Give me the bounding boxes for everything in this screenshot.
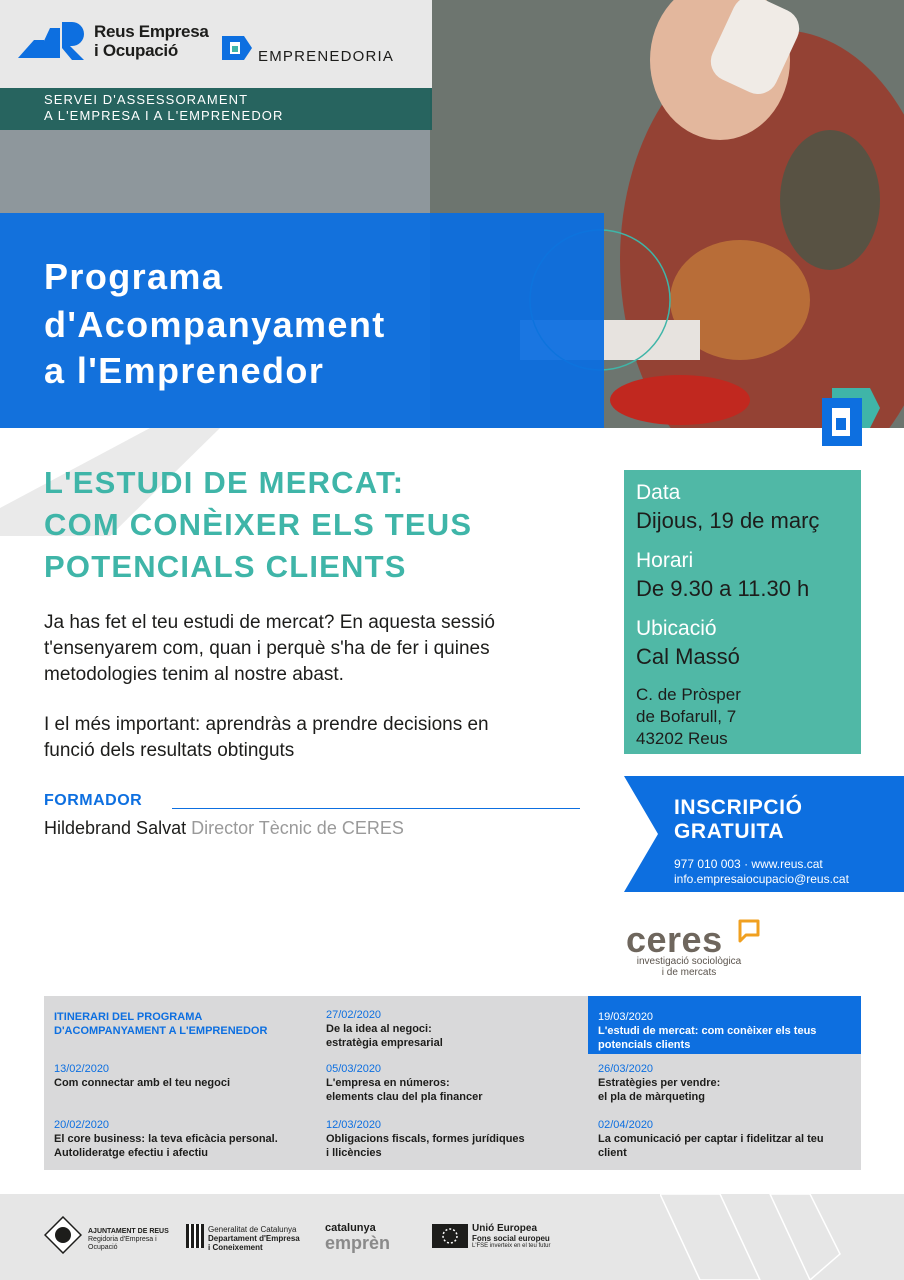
ceres-tagline <box>634 956 744 978</box>
reus-empresa-logo-icon <box>18 18 86 64</box>
itinerary-session <box>44 1062 316 1090</box>
time-label: Horari <box>636 549 694 572</box>
session-title: client <box>598 1147 627 1159</box>
org-name: Reus Empresa i Ocupació <box>94 22 209 60</box>
session-title: La comunicació per captar i fidelitzar al teu <box>598 1133 824 1145</box>
session-title: De la idea al negoci: <box>326 1023 432 1035</box>
address <box>636 684 861 750</box>
session-title: estratègia empresarial <box>326 1037 443 1049</box>
generalitat-line: i Coneixement <box>208 1243 263 1252</box>
session-description-2 <box>44 712 604 764</box>
registration-banner[interactable] <box>624 776 904 892</box>
registration-email[interactable]: info.empresaiocupacio@reus.cat <box>674 872 849 886</box>
itinerary-session <box>588 1062 860 1104</box>
session-title: Estratègies per vendre: <box>598 1077 721 1089</box>
ajuntament-logo-text <box>88 1228 169 1252</box>
time-value: De 9.30 a 11.30 h <box>636 576 810 601</box>
itinerary-session <box>588 1118 860 1160</box>
location-value: Cal Massó <box>636 644 740 669</box>
session-date: 27/02/2020 <box>326 1009 382 1021</box>
registration-phone-web[interactable]: 977 010 003 · www.reus.cat <box>674 857 823 871</box>
eu-line: Unió Europea <box>472 1223 538 1234</box>
itinerary-heading <box>44 1010 316 1038</box>
session-date: 05/03/2020 <box>326 1063 382 1075</box>
session-title: i llicències <box>326 1147 382 1159</box>
generalitat-icon <box>186 1224 204 1248</box>
session-title: elements clau del pla financer <box>326 1091 483 1103</box>
eu-flag-icon <box>432 1224 468 1248</box>
session-title: Com connectar amb el teu negoci <box>54 1077 231 1089</box>
session-title: Autolideratge efectiu i afectiu <box>54 1147 209 1159</box>
session-date: 26/03/2020 <box>598 1063 654 1075</box>
itinerary-session-current <box>588 996 861 1054</box>
session-date: 02/04/2020 <box>598 1119 654 1131</box>
speech-bubble-icon <box>736 918 762 944</box>
itinerary-session <box>44 1118 316 1160</box>
ajuntament-line: Ocupació <box>88 1244 118 1251</box>
description-line: t'ensenyarem com, quan i perquè s'ha de fer i quines <box>44 638 490 659</box>
session-title: potencials clients <box>598 1039 691 1051</box>
registration-title: GRATUITA <box>674 820 785 843</box>
address-line: de Bofarull, 7 <box>636 707 737 726</box>
itinerary-session <box>316 1008 588 1050</box>
headline-line: L'ESTUDI DE MERCAT: <box>44 465 405 500</box>
session-title: L'estudi de mercat: com conèixer els teus <box>598 1025 817 1037</box>
hero-banner <box>0 0 904 428</box>
session-date: 20/02/2020 <box>54 1119 110 1131</box>
description-line: Ja has fet el teu estudi de mercat? En aquesta sessió <box>44 612 495 633</box>
program-title-band <box>0 213 604 428</box>
program-title-line: a l'Emprenedor <box>44 350 325 391</box>
itinerary-heading-line: ITINERARI DEL PROGRAMA <box>54 1011 203 1023</box>
itinerary-session <box>316 1118 588 1160</box>
service-banner <box>0 88 432 130</box>
itinerary-session <box>316 1062 588 1104</box>
empren-line: emprèn <box>325 1233 391 1253</box>
program-brand: EMPRENEDORIA <box>258 48 395 65</box>
ceres-wordmark: ceres <box>626 919 723 960</box>
ceres-tagline-line: i de mercats <box>661 967 717 978</box>
eu-line: Fons social europeu <box>472 1234 550 1243</box>
description-line: I el més important: aprendràs a prendre decisions en <box>44 714 489 735</box>
generalitat-line: Departament d'Empresa <box>208 1234 300 1243</box>
description-line: metodologies tenim al nostre abast. <box>44 664 344 685</box>
session-title: L'empresa en números: <box>326 1077 450 1089</box>
service-line: A L'EMPRESA I A L'EMPRENEDOR <box>44 108 284 123</box>
session-date: 19/03/2020 <box>598 1011 654 1023</box>
ceres-logo <box>626 918 766 978</box>
registration-title: INSCRIPCIÓ <box>674 796 803 819</box>
ceres-tagline-line: investigació sociològica <box>636 956 742 967</box>
trainer-label: FORMADOR <box>44 792 143 809</box>
headline-line: POTENCIALS CLIENTS <box>44 549 407 584</box>
session-date: 13/02/2020 <box>54 1063 110 1075</box>
sponsor-footer <box>0 1194 904 1280</box>
date-label: Data <box>636 481 681 504</box>
headline-line: COM CONÈIXER ELS TEUS <box>44 507 473 542</box>
itinerary-heading-line: D'ACOMPANYAMENT A L'EMPRENEDOR <box>54 1025 268 1037</box>
eu-logo-text <box>472 1223 551 1250</box>
emprenedoria-badge-icon <box>822 388 880 446</box>
location-label: Ubicació <box>636 617 717 640</box>
ajuntament-line: AJUNTAMENT DE REUS <box>88 1228 169 1235</box>
session-title: Obligacions fiscals, formes jurídiques <box>326 1133 525 1145</box>
eu-line: L'FSE inverteix en el teu futur <box>472 1243 551 1249</box>
trainer-info <box>44 818 404 839</box>
event-details-box <box>624 470 861 754</box>
session-headline <box>44 462 604 588</box>
decorative-outline <box>660 1194 860 1280</box>
session-date: 12/03/2020 <box>326 1119 382 1131</box>
catalunya-empren-logo <box>325 1222 390 1252</box>
ajuntament-line: Regidoria d'Empresa i <box>88 1236 157 1243</box>
generalitat-logo-text <box>208 1225 300 1252</box>
emprenedoria-logo-icon <box>222 32 254 64</box>
session-title: el pla de màrqueting <box>598 1091 705 1103</box>
itinerary-table <box>44 996 861 1170</box>
service-line: SERVEI D'ASSESSORAMENT <box>44 92 249 107</box>
date-value: Dijous, 19 de març <box>636 508 820 533</box>
generalitat-line: Generalitat de Catalunya <box>208 1225 297 1234</box>
trainer-name: Hildebrand Salvat <box>44 818 187 838</box>
program-title-line: Programa <box>44 256 224 297</box>
session-description-1 <box>44 610 604 688</box>
trainer-role: Director Tècnic de CERES <box>191 818 404 838</box>
session-title: El core business: la teva eficàcia personal. <box>54 1133 278 1145</box>
address-line: 43202 Reus <box>636 729 728 748</box>
address-line: C. de Pròsper <box>636 685 741 704</box>
program-title-line: d'Acompanyament <box>44 304 386 345</box>
catalunya-line: catalunya <box>325 1222 376 1234</box>
trainer-divider <box>172 808 580 809</box>
description-line: funció dels resultats obtinguts <box>44 740 295 761</box>
logo-panel <box>0 0 432 88</box>
ajuntament-shield-icon <box>44 1216 82 1254</box>
